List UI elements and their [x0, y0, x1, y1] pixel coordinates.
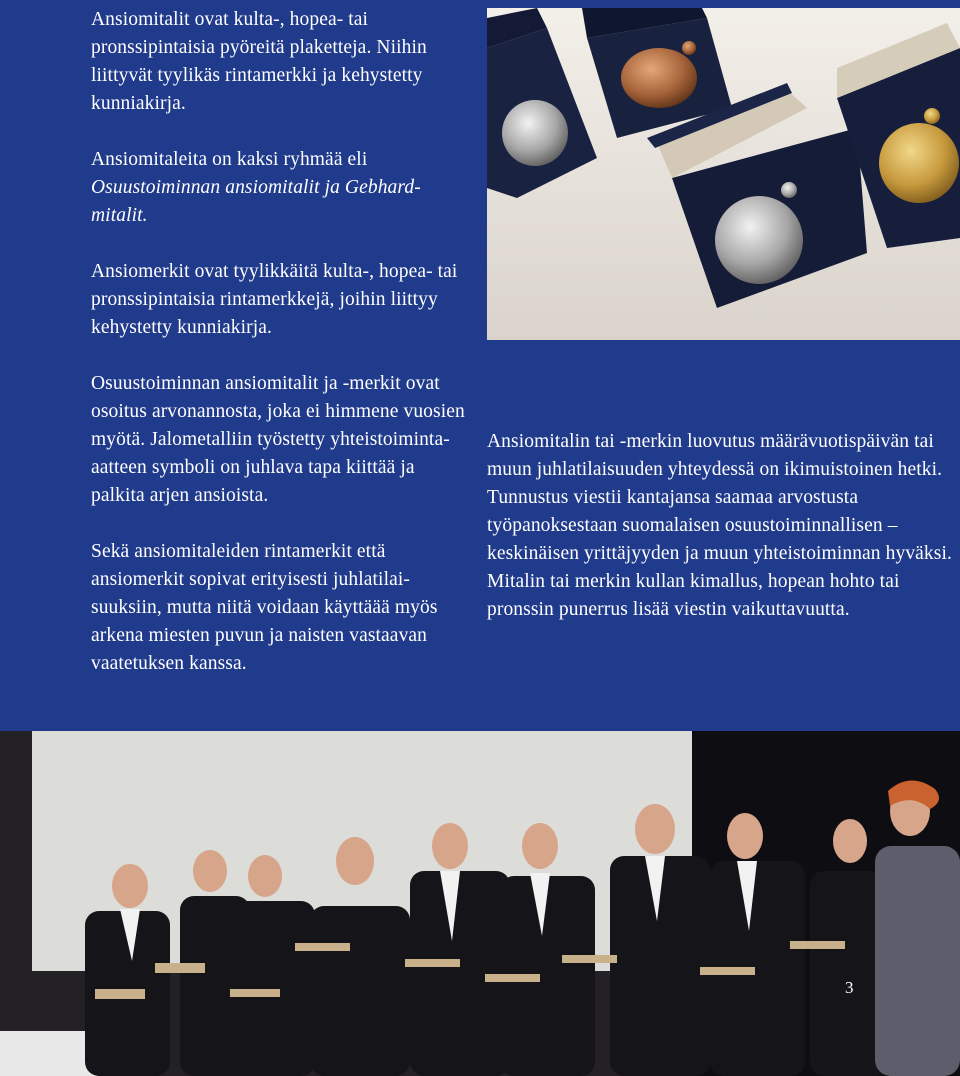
page-number: 3 — [845, 978, 854, 997]
paragraph-badges: Ansiomerkit ovat tyylikkäitä kulta-, hopea- tai pronssipintaisia rintamerkkejä, joihin liittyy kehystetty kunniakirja. — [91, 261, 458, 338]
right-text-column — [487, 428, 957, 624]
award-recipients-illustration — [0, 731, 960, 1076]
medal-boxes-illustration — [487, 8, 960, 340]
paragraph-medals: Ansiomitalit ovat kulta-, hopea- tai pronssipintaisia pyöreitä plaketteja. Niihin liittyvät tyylikäs rintamerkki ja kehystetty kunniakirja. — [91, 9, 427, 114]
left-text-column — [91, 6, 469, 678]
paragraph-occasions: Sekä ansiomitaleiden rintamerkit että ansiomerkit sopivat erityisesti juhlatilaisuuksiin, mutta niitä voidaan käyttäää myös arkena miesten puvun ja naisten vastaavan vaatetuksen kanssa. — [91, 541, 438, 674]
medal-groups-intro: Ansiomitaleita on kaksi ryhmää eli — [91, 149, 368, 170]
award-ceremony-photo — [0, 731, 960, 1076]
paragraph-appreciation: Osuustoiminnan ansiomitalit ja -merkit ovat osoitus arvonannosta, joka ei himmene vuosien myötä. Jalometalliin työstetty yhteistoiminta-aatteen symboli on juhlava tapa kiittää ja palkita arjen ansioista. — [91, 373, 465, 506]
medal-boxes-photo — [487, 8, 960, 340]
paragraph-medal-groups — [91, 146, 469, 230]
paragraph-ceremony: Ansiomitalin tai -merkin luovutus määrävuotispäivän tai muun juhlatilaisuuden yhteydessä on ikimuistoinen hetki. Tunnustus viestii kantajansa saamaa arvostusta työpanoksestaan suomalaisen osuustoiminnallisen – keskinäisen yrittäjyyden ja muun yhteistoiminnan hyväksi. Mitalin tai merkin kullan kimallus, hopean hohto tai pronssin punerrus lisää viestin vaikuttavuutta. — [487, 431, 952, 620]
medal-groups-names: Osuustoiminnan ansiomitalit ja Gebhardmitalit. — [91, 177, 421, 226]
